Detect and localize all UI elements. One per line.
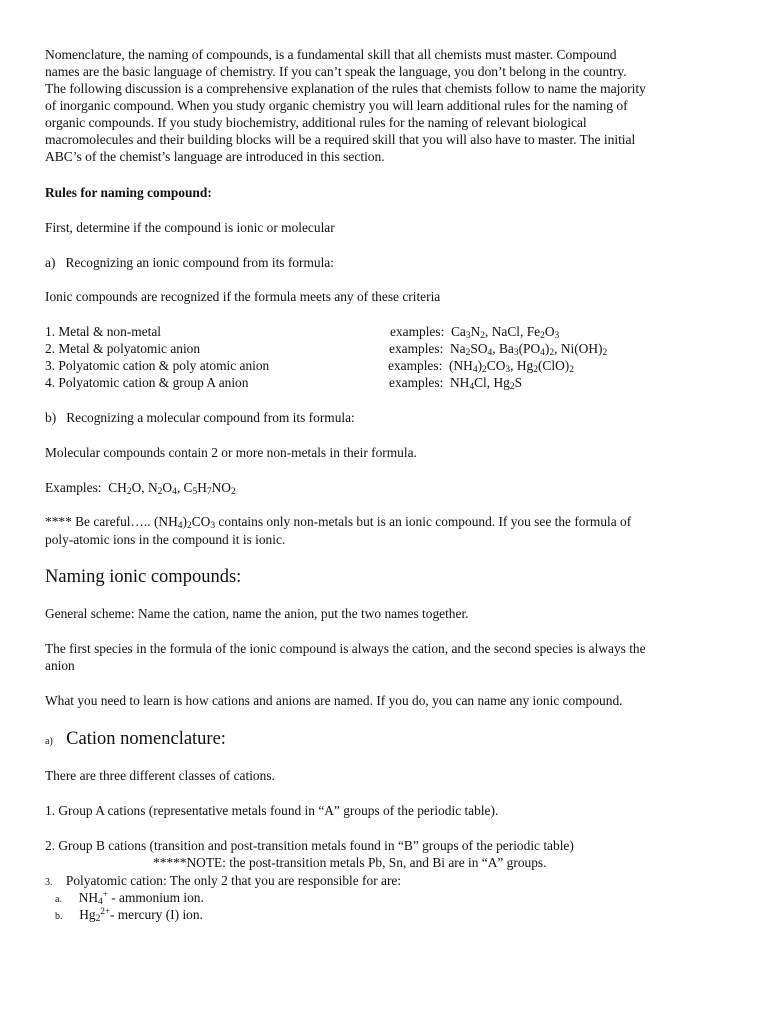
- formula-part: (PO: [518, 341, 541, 356]
- formula-subscript: 3: [554, 331, 560, 341]
- formula-subscript: 3: [505, 365, 511, 375]
- first-step-text: First, determine if the compound is ionic or molecular: [45, 220, 335, 235]
- cation-class-item: 2. Group B cations (transition and post-transition metals found in “B” groups of the periodic table): [45, 838, 574, 853]
- formula-subscript: 4: [487, 348, 493, 358]
- intro-line: names are the basic language of chemistry. If you can’t speak the language, you don’t belong in the country.: [45, 64, 627, 79]
- criteria-label: 3. Polyatomic cation & poly atomic anion: [45, 358, 270, 373]
- formula-subscript: 2: [480, 331, 486, 341]
- formula-part: (ClO): [537, 358, 570, 373]
- section-b-molecular: [45, 409, 355, 426]
- list-marker: a.: [55, 894, 62, 905]
- intro-line: ABC’s of the chemist’s language are introduced in this section.: [45, 149, 385, 164]
- formula-part: Cl, Hg: [474, 375, 510, 390]
- examples-label: examples:: [389, 341, 444, 356]
- formula-subscript: 7: [206, 487, 212, 497]
- formula-superscript: +: [102, 889, 108, 899]
- formula-part: CO: [486, 358, 506, 373]
- criteria-examples: [389, 374, 522, 391]
- cation-heading-text: Cation nomenclature:: [66, 729, 226, 749]
- formula-part: (NH: [449, 358, 473, 373]
- formula-part: , C: [176, 480, 193, 495]
- formula-part: , Ni(OH): [554, 341, 603, 356]
- general-scheme-text: General scheme: Name the cation, name the anion, put the two names together.: [45, 606, 469, 621]
- formula-subscript: 2: [465, 348, 471, 358]
- formula-part: NH: [450, 375, 470, 390]
- formula-subscript: 5: [192, 487, 198, 497]
- formula-superscript: 2+: [100, 906, 110, 916]
- criteria-label: 4. Polyatomic cation & group A anion: [45, 375, 249, 390]
- formula-subscript: 3: [210, 521, 216, 531]
- polyatomic-cation-text: Polyatomic cation: The only 2 that you are responsible for are:: [65, 873, 402, 888]
- cation-heading: [45, 728, 226, 750]
- formula-subscript: 2: [482, 365, 487, 375]
- note-line: *****NOTE: the post-transition metals Pb, Sn, and Bi are in “A” groups.: [153, 855, 547, 870]
- careful-note-line: poly-atomic ions in the compound it is ionic.: [45, 532, 286, 547]
- list-marker: 3.: [45, 877, 53, 888]
- formula-part: Ca: [451, 324, 466, 339]
- rules-heading: Rules for naming compound:: [45, 185, 212, 200]
- intro-line: The following discussion is a comprehensive explanation of the rules that chemists follow to name the majority: [45, 81, 646, 96]
- formula-subscript: 4: [472, 365, 478, 375]
- ionic-criteria-intro: Ionic compounds are recognized if the formula meets any of these criteria: [45, 289, 441, 304]
- intro-line: macromolecules and their building blocks will be a required skill that you will also have to master. The initial: [45, 132, 636, 147]
- formula-part: O: [544, 324, 555, 339]
- formula-subscript: 2: [509, 382, 515, 392]
- molecular-text: Molecular compounds contain 2 or more non-metals in their formula.: [45, 445, 417, 460]
- formula-subscript: 2: [540, 331, 545, 341]
- formula-subscript: 2: [186, 521, 192, 531]
- intro-line: of inorganic compound. When you study organic chemistry you will learn additional rules for the naming of: [45, 98, 628, 113]
- formula-subscript: 2: [602, 348, 608, 358]
- section-b-text: Recognizing a molecular compound from its formula:: [66, 410, 355, 425]
- formula-subscript: 2: [569, 365, 574, 375]
- cation-class-item: 1. Group A cations (representative metals found in “A” groups of the periodic table).: [45, 803, 499, 818]
- intro-line: Nomenclature, the naming of compounds, is a fundamental skill that all chemists must master. Compound: [45, 47, 617, 62]
- criteria-examples: [388, 357, 574, 374]
- formula-subscript: 2: [157, 487, 163, 497]
- formula-subscript: 3: [513, 348, 519, 358]
- paragraph-line: The first species in the formula of the ionic compound is always the cation, and the second species is always the: [45, 641, 646, 656]
- note-text: ): [182, 514, 187, 529]
- formula-subscript: 3: [465, 331, 471, 341]
- naming-ionic-heading: Naming ionic compounds:: [45, 567, 242, 587]
- formula-part: Hg: [79, 907, 96, 922]
- section-a-ionic: [45, 254, 334, 271]
- examples-label: Examples:: [45, 480, 102, 495]
- formula-part: N: [470, 324, 481, 339]
- section-a-text: Recognizing an ionic compound from its formula:: [65, 255, 334, 270]
- formula-part: O, N: [131, 480, 158, 495]
- formula-part: , Ba: [492, 341, 514, 356]
- note-text: CO: [191, 514, 211, 529]
- learn-text: What you need to learn is how cations and anions are named. If you do, you can name any ionic compound.: [45, 693, 623, 708]
- formula-subscript: 2: [533, 365, 538, 375]
- formula-part: Na: [450, 341, 466, 356]
- formula-subscript: 4: [540, 348, 545, 358]
- intro-line: organic compounds. If you study biochemistry, additional rules for the naming of relevant biological: [45, 115, 587, 130]
- formula-part: , Hg: [510, 358, 534, 373]
- formula-part: NO: [211, 480, 231, 495]
- note-text: contains only non-metals but is an ionic compound. If you see the formula of: [215, 514, 632, 529]
- formula-part: ): [477, 358, 483, 373]
- formula-part: SO: [470, 341, 488, 356]
- section-b-marker: b): [45, 410, 57, 425]
- note-text: **** Be careful….. (NH: [45, 514, 178, 529]
- criteria-label: 2. Metal & polyatomic anion: [45, 341, 201, 356]
- formula-subscript: 2: [230, 487, 236, 497]
- item-text: - ammonium ion.: [107, 890, 204, 905]
- polyatomic-sub-item: [55, 906, 203, 925]
- formula-part: NH: [78, 890, 99, 905]
- formula-part: S: [514, 375, 523, 390]
- examples-label: examples:: [389, 375, 444, 390]
- item-text: - mercury (I) ion.: [109, 907, 203, 922]
- formula-subscript: 2: [95, 914, 101, 924]
- examples-label: examples:: [388, 358, 443, 373]
- formula-subscript: 4: [469, 382, 475, 392]
- list-marker: b.: [55, 911, 63, 922]
- formula-part: O: [162, 480, 173, 495]
- section-a-marker: a): [45, 255, 56, 270]
- formula-subscript: 2: [126, 487, 132, 497]
- examples-label: examples:: [390, 324, 445, 339]
- formula-part: H: [197, 480, 207, 495]
- criteria-examples: [390, 323, 559, 340]
- formula-subscript: 4: [172, 487, 177, 497]
- formula-subscript: 4: [177, 521, 183, 531]
- cation-heading-marker: a): [45, 736, 53, 747]
- paragraph-line: anion: [45, 658, 75, 673]
- careful-note-line: [45, 513, 631, 530]
- formula-part: CH: [108, 480, 127, 495]
- formula-part: , NaCl, Fe: [485, 324, 541, 339]
- formula-subscript: 4: [98, 897, 103, 907]
- three-classes-text: There are three different classes of cations.: [45, 768, 275, 783]
- molecular-examples: [45, 479, 236, 496]
- formula-part: ): [544, 341, 550, 356]
- criteria-examples: [389, 340, 607, 357]
- criteria-label: 1. Metal & non-metal: [45, 324, 162, 339]
- formula-subscript: 2: [549, 348, 555, 358]
